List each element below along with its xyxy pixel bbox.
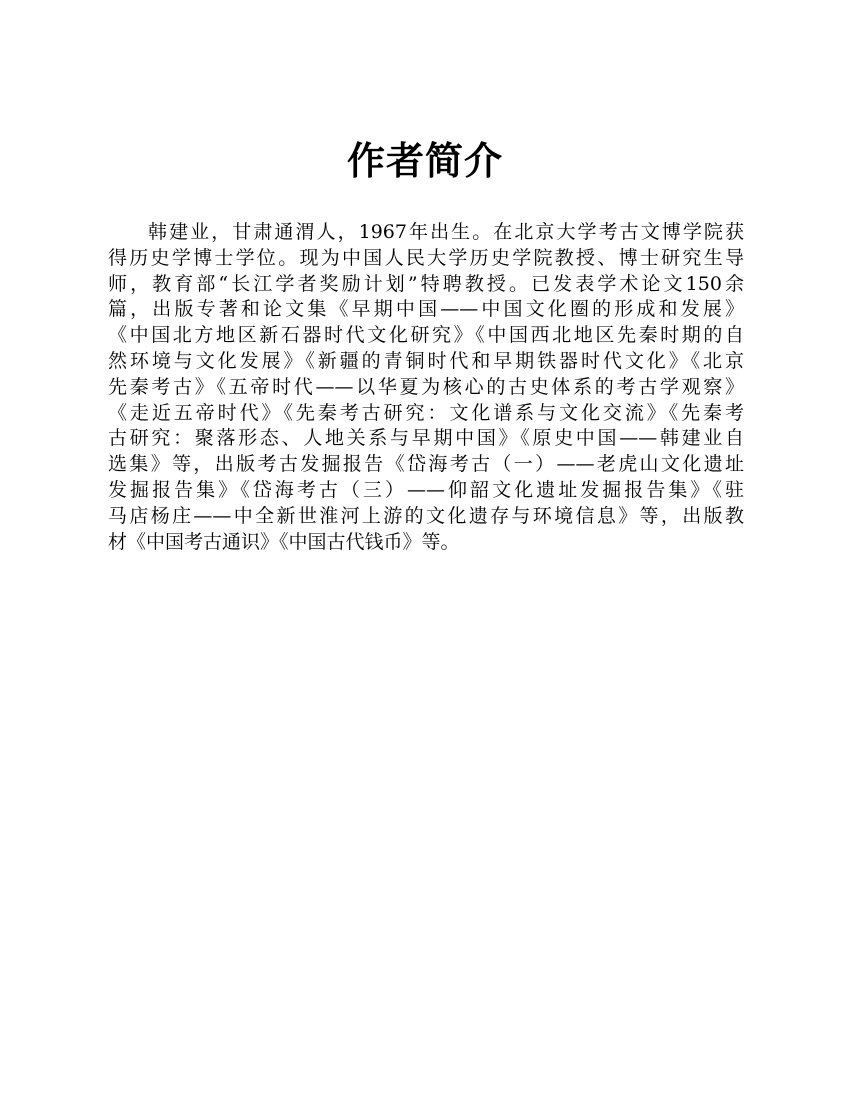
page-title: 作者简介 [346, 138, 503, 183]
bio-line: 先秦考古》《五帝时代——以华夏为核心的古史体系的考古学观察》 [108, 375, 744, 398]
bio-line: 《中国北方地区新石器时代文化研究》《中国西北地区先秦时期的自 [108, 324, 744, 347]
author-bio [108, 220, 744, 555]
bio-line: 选集》等，出版考古发掘报告《岱海考古（一）——老虎山文化遗址 [108, 453, 744, 476]
bio-line: 材《中国考古通识》《中国古代钱币》等。 [108, 530, 460, 553]
bio-line: 古研究：聚落形态、人地关系与早期中国》《原史中国——韩建业自 [108, 427, 744, 450]
bio-line: 韩建业，甘肃通渭人，1967年出生。在北京大学考古文博学院获 [148, 221, 744, 243]
bio-line: 《走近五帝时代》《先秦考古研究：文化谱系与文化交流》《先秦考 [108, 401, 744, 424]
bio-line: 然环境与文化发展》《新疆的青铜时代和早期铁器时代文化》《北京 [108, 349, 744, 372]
bio-line: 篇，出版专著和论文集《早期中国——中国文化圈的形成和发展》 [108, 298, 744, 321]
bio-line: 发掘报告集》《岱海考古（三）——仰韶文化遗址发掘报告集》《驻 [108, 478, 744, 501]
bio-line: 马店杨庄——中全新世淮河上游的文化遗存与环境信息》等，出版教 [108, 504, 744, 527]
bio-line: 师，教育部“长江学者奖励计划”特聘教授。已发表学术论文150余 [108, 272, 744, 295]
bio-line: 得历史学博士学位。现为中国人民大学历史学院教授、博士研究生导 [108, 246, 744, 269]
